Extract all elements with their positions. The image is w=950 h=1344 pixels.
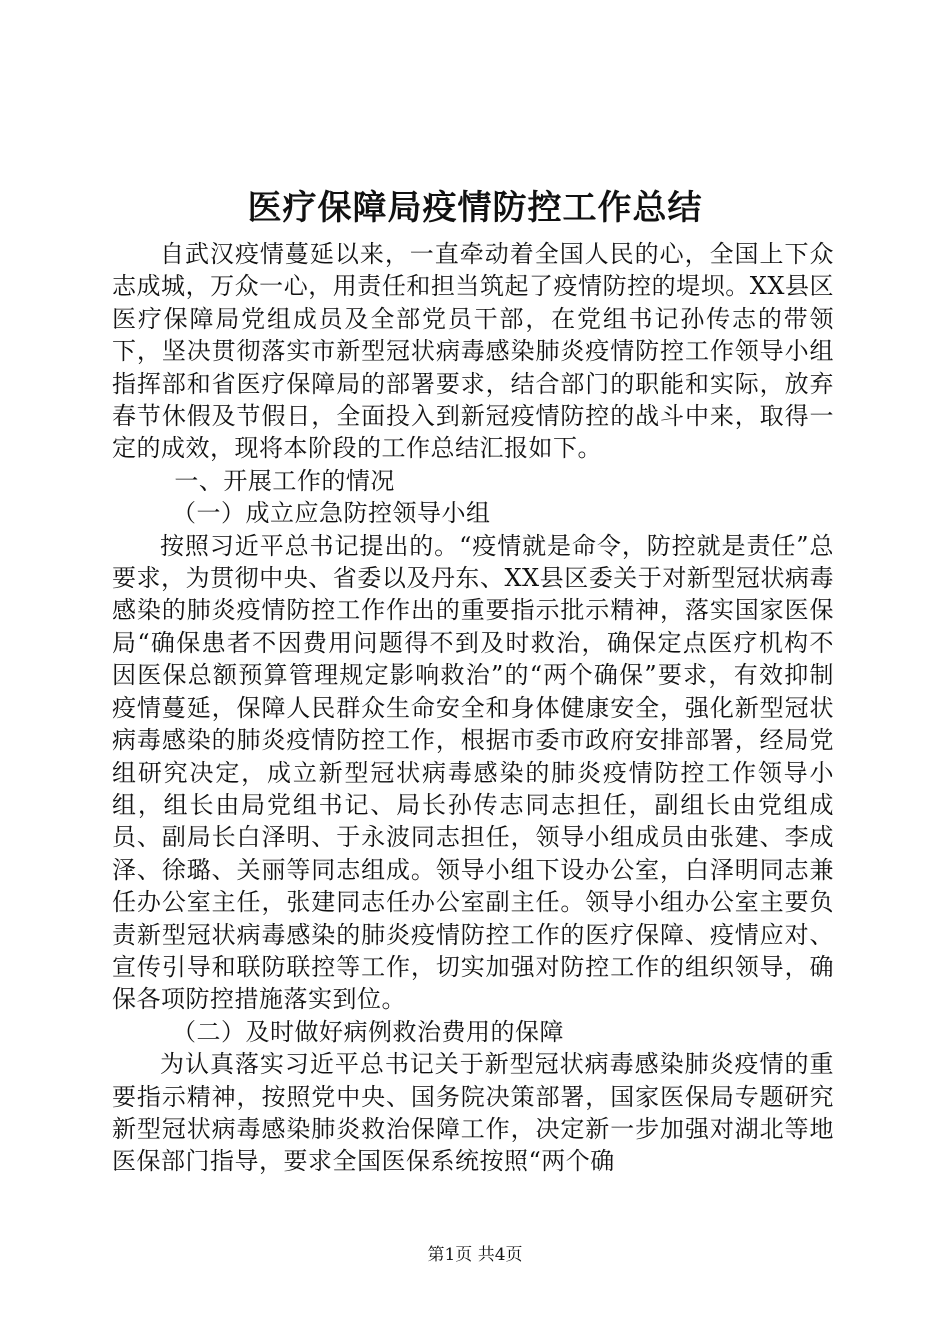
paragraph-leadership-group: 按照习近平总书记提出的。“疫情就是命令，防控就是责任”总要求，为贯彻中央、省委以及丹东、XX县区委关于对新型冠状病毒感染的肺炎疫情防控工作作出的重要指示批示精神，落实国家医保局“确保患者不因费用问题得不到及时救治，确保定点医疗机构不因医保总额预算管理规定影响救治”的“两个确保”要求，有效抑制疫情蔓延，保障人民群众生命安全和身体健康安全，强化新型冠状病毒感染的肺炎疫情防控工作，根据市委市政府安排部署，经局党组研究决定，成立新型冠状病毒感染的肺炎疫情防控工作领导小组，组长由局党组书记、局长孙传志同志担任，副组长由党组成员、副局长白泽明、于永波同志担任，领导小组成员由张建、李成泽、徐璐、关丽等同志组成。领导小组下设办公室，白泽明同志兼任办公室主任，张建同志任办公室副主任。领导小组办公室主要负责新型冠状病毒感染的肺炎疫情防控工作的医疗保障、疫情应对、宣传引导和联防联控等工作，切实加强对防控工作的组织领导，确保各项防控措施落实到位。 [112, 531, 834, 1014]
paragraph-cost-guarantee: 为认真落实习近平总书记关于新型冠状病毒感染肺炎疫情的重要指示精神，按照党中央、国务院决策部署，国家医保局专题研究新型冠状病毒感染肺炎救治保障工作，决定新一步加强对湖北等地医保部门指导，要求全国医保系统按照“两个确 [112, 1050, 834, 1176]
section-heading-1: 一、开展工作的情况 [174, 466, 395, 495]
subsection-heading-2: （二）及时做好病例救治费用的保障 [172, 1017, 564, 1046]
page-title: 医疗保障局疫情防控工作总结 [247, 188, 703, 228]
paragraph-intro: 自武汉疫情蔓延以来，一直牵动着全国人民的心，全国上下众志成城，万众一心，用责任和担当筑起了疫情防控的堤坝。XX县区医疗保障局党组成员及全部党员干部，在党组书记孙传志的带领下，坚决贯彻落实市新型冠状病毒感染肺炎疫情防控工作领导小组指挥部和省医疗保障局的部署要求，结合部门的职能和实际，放弃春节休假及节假日，全面投入到新冠疫情防控的战斗中来，取得一定的成效，现将本阶段的工作总结汇报如下。 [112, 240, 834, 463]
subsection-heading-1: （一）成立应急防控领导小组 [172, 499, 491, 528]
page-footer: 第1页 共4页 [427, 1245, 523, 1265]
document-body [112, 238, 834, 1178]
